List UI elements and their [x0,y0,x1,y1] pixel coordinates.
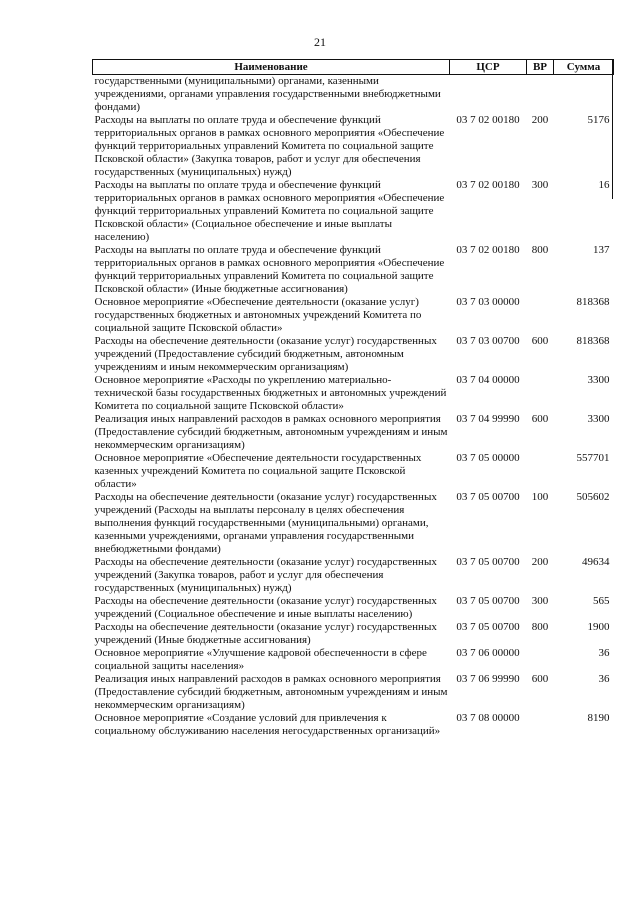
row-name: Реализация иных направлений расходов в рамках основного мероприятия (Предоставление субсидий бюджетным, автономным учреждениям и иным некоммерческим организациям) [94,673,448,711]
table-row [93,556,614,595]
row-sum: 36 [598,647,610,659]
row-csr: 03 7 05 00700 [456,556,520,568]
row-csr: 03 7 04 00000 [456,374,520,386]
row-vr: 300 [531,595,549,607]
row-csr [450,75,527,115]
table-row [93,244,614,296]
row-name: Расходы на обеспечение деятельности (оказание услуг) государственных учреждений (Социальное обеспечение и иные выплаты населению) [94,595,437,620]
row-csr: 03 7 05 00700 [456,621,520,633]
header-name: Наименование [93,60,450,75]
row-name: Расходы на выплаты по оплате труда и обеспечение функций территориальных органов в рамках основного мероприятия «Обеспечение функций территориальных управлений Комитета по социальной защите Псковской области» (Закупка товаров, работ и услуг для обеспечения государственных (муниципальных) нужд) [94,114,445,178]
row-sum: 818368 [576,296,610,308]
row-sum: 36 [598,673,610,685]
table-row [93,335,614,374]
row-vr: 600 [531,335,549,347]
table-row [93,296,614,335]
row-sum: 505602 [576,491,610,503]
table-row [93,673,614,712]
row-vr [527,374,554,413]
row-vr: 800 [531,244,549,256]
budget-table [92,59,614,738]
row-sum: 3300 [587,374,610,386]
row-csr: 03 7 05 00000 [456,452,520,464]
table-row [93,491,614,556]
row-vr [527,452,554,491]
table-row [93,114,614,179]
table-row [93,712,614,738]
row-csr: 03 7 02 00180 [456,114,520,126]
row-csr: 03 7 02 00180 [456,179,520,191]
row-vr: 800 [531,621,549,633]
page-number: 21 [314,35,326,49]
row-name: Расходы на обеспечение деятельности (оказание услуг) государственных учреждений (Расходы на выплаты персоналу в целях обеспечения выполнения функций государственными (муниципальными) органами, казенными учреждениями, органами управления государственными внебюджетными фондами) [94,491,437,555]
row-vr [527,712,554,738]
row-csr: 03 7 02 00180 [456,244,520,256]
header-csr: ЦСР [450,60,527,75]
row-name: Основное мероприятие «Расходы по укреплению материально-технической базы государственных бюджетных и автономных учреждений Комитета по социальной защите Псковской области» [94,374,447,412]
row-csr: 03 7 06 99990 [456,673,520,685]
row-vr [527,296,554,335]
row-sum: 5176 [587,114,610,126]
row-sum: 557701 [576,452,610,464]
table-row [93,179,614,244]
row-name: Расходы на обеспечение деятельности (оказание услуг) государственных учреждений (Предоставление субсидий бюджетным, автономным учреждениям и иным некоммерческим организациям) [94,335,437,373]
row-csr: 03 7 05 00700 [456,491,520,503]
table-row [93,647,614,673]
row-csr: 03 7 04 99990 [456,413,520,425]
row-vr: 100 [531,491,549,503]
table-header-row [93,60,614,75]
row-sum: 8190 [587,712,610,724]
row-name: Расходы на выплаты по оплате труда и обеспечение функций территориальных органов в рамках основного мероприятия «Обеспечение функций территориальных управлений Комитета по социальной защите Псковской области» (Иные бюджетные ассигнования) [94,244,445,295]
row-csr: 03 7 03 00700 [456,335,520,347]
row-sum: 49634 [582,556,610,568]
row-csr: 03 7 06 00000 [456,647,520,659]
header-vr: ВР [527,60,554,75]
row-sum: 1900 [587,621,610,633]
row-sum: 565 [593,595,610,607]
row-name: государственными (муниципальными) органами, казенными учреждениями, органами управления государственными внебюджетными фондами) [94,75,441,113]
table-row [93,75,614,115]
table-row [93,452,614,491]
row-vr: 600 [531,413,549,425]
row-vr: 200 [531,556,549,568]
row-sum: 818368 [576,335,610,347]
row-name: Реализация иных направлений расходов в рамках основного мероприятия (Предоставление субсидий бюджетным, автономным учреждениям и иным некоммерческим организациям) [94,413,448,451]
row-sum [554,75,614,115]
row-csr: 03 7 03 00000 [456,296,520,308]
row-vr [527,647,554,673]
row-sum: 137 [593,244,610,256]
table-right-border [612,59,613,199]
row-vr: 200 [531,114,549,126]
row-vr: 300 [531,179,549,191]
row-name: Основное мероприятие «Создание условий для привлечения к социальному обслуживанию населения негосударственных организаций» [94,712,441,737]
table-row [93,413,614,452]
row-sum: 16 [598,179,610,191]
row-name: Расходы на выплаты по оплате труда и обеспечение функций территориальных органов в рамках основного мероприятия «Обеспечение функций территориальных управлений Комитета по социальной защите Псковской области» (Социальное обеспечение и иные выплаты населению) [94,179,445,243]
row-name: Основное мероприятие «Улучшение кадровой обеспеченности в сфере социальной защиты населения» [94,647,427,672]
table-row [93,374,614,413]
row-vr [527,75,554,115]
row-name: Расходы на обеспечение деятельности (оказание услуг) государственных учреждений (Иные бюджетные ассигнования) [94,621,437,646]
table-row [93,621,614,647]
table-row [93,595,614,621]
row-sum: 3300 [587,413,610,425]
row-vr: 600 [531,673,549,685]
row-name: Расходы на обеспечение деятельности (оказание услуг) государственных учреждений (Закупка товаров, работ и услуг для обеспечения государственных (муниципальных) нужд) [94,556,437,594]
row-name: Основное мероприятие «Обеспечение деятельности (оказание услуг) государственных бюджетных и автономных учреждений Комитета по социальной защите Псковской области» [94,296,422,334]
row-name: Основное мероприятие «Обеспечение деятельности государственных казенных учреждений Комитета по социальной защите Псковской области» [94,452,422,490]
header-sum: Сумма [554,60,614,75]
row-csr: 03 7 05 00700 [456,595,520,607]
row-csr: 03 7 08 00000 [456,712,520,724]
